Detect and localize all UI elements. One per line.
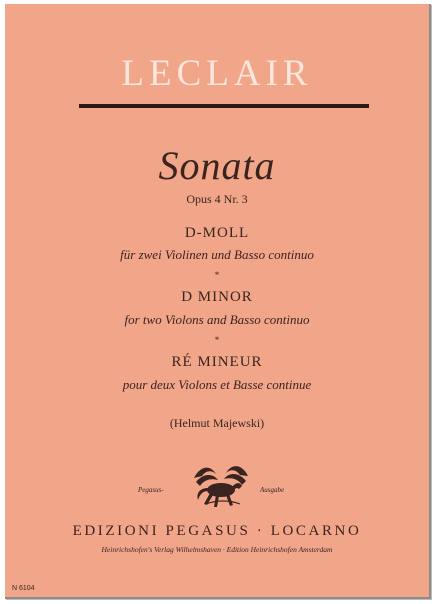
emblem-right-label: Ausgabe [260, 486, 285, 494]
publisher-imprint: Heinrichshofen's Verlag Wilhelmshaven · Edition Heinrichshofen Amsterdam [101, 545, 333, 554]
catalog-number: N 6104 [12, 585, 35, 592]
key-english: D MINOR [181, 289, 253, 305]
instrumentation-english: for two Violons and Basso continuo [124, 312, 310, 327]
publisher-emblem [5, 460, 429, 514]
instrumentation-german: für zwei Violinen und Basso continuo [120, 247, 314, 262]
title-rule [79, 104, 369, 108]
work-title: Sonata [158, 143, 276, 188]
separator-star: * [214, 270, 220, 280]
separator-star: * [214, 335, 220, 345]
key-german: D-MOLL [184, 225, 250, 241]
publisher-name: EDIZIONI PEGASUS · LOCARNO [72, 523, 362, 539]
instrumentation-french: pour deux Violons et Basse continue [122, 377, 312, 392]
emblem-left-label: Pegasus- [138, 486, 164, 494]
score-cover [5, 4, 431, 599]
opus-number: Opus 4 Nr. 3 [186, 192, 248, 206]
editor-credit: (Helmut Majewski) [169, 416, 265, 430]
composer-name: LECLAIR [121, 53, 313, 94]
key-french: RÉ MINEUR [171, 354, 263, 370]
pegasus-emblem-icon [186, 460, 256, 512]
